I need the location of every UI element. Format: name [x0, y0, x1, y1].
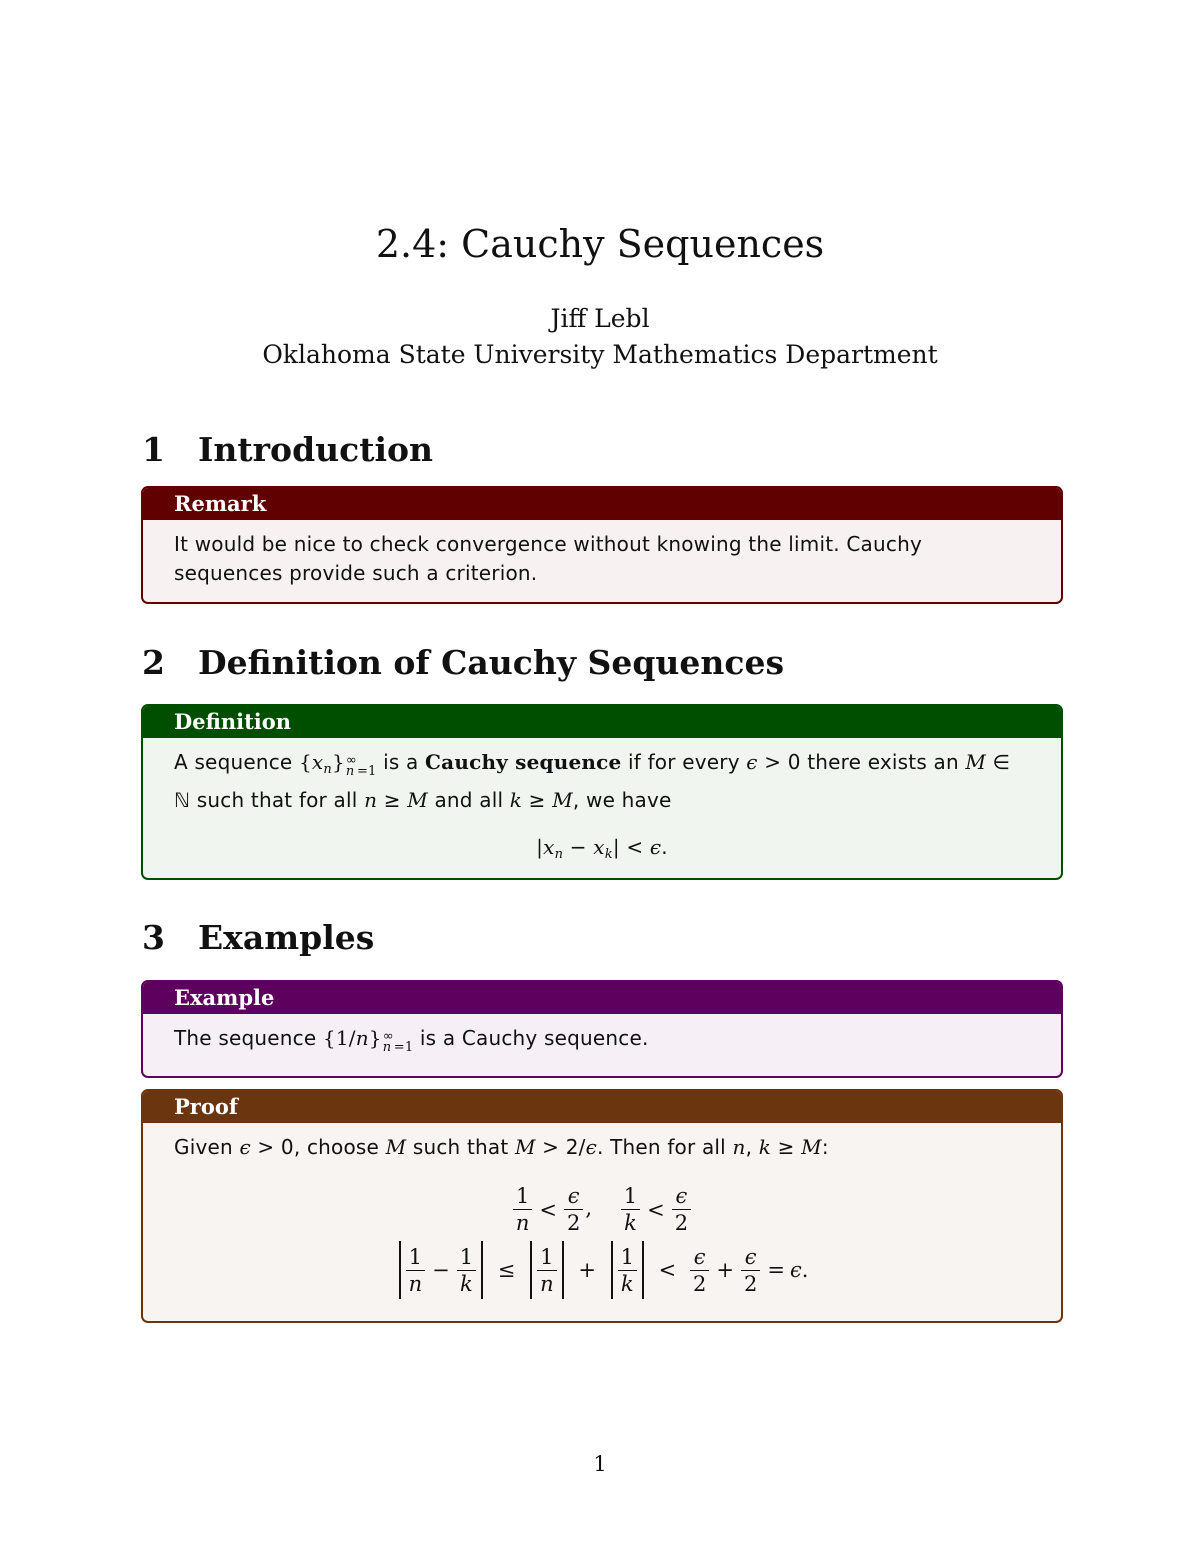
example-box [141, 980, 1063, 1078]
section-number: 2 [142, 643, 165, 682]
section-heading-examples [142, 918, 374, 957]
section-heading-definition [142, 643, 784, 682]
definition-text: A sequence $\{x_n\}$ ∞ n $_{=1}$ is a Cauchy sequence if for every ϵ > 0 there exists an M ∈ ℕ such that for all n ≥ M and all k ≥ M, we have $|x_n - x_k| < \epsilon$. [143, 738, 1061, 869]
remark-text: It would be nice to check convergence without knowing the limit. Cauchy sequences provide such a criterion. [174, 532, 922, 585]
page-number: 1 [593, 1452, 607, 1476]
section-title: Examples [198, 918, 375, 957]
section-title: Introduction [198, 430, 434, 469]
proof-label: Proof [143, 1091, 1061, 1123]
author-affiliation: Oklahoma State University Mathematics Department [262, 340, 938, 369]
definition-term: Cauchy sequence [425, 750, 622, 774]
remark-label: Remark [143, 488, 1061, 520]
section-title: Definition of Cauchy Sequences [198, 643, 785, 682]
example-label: Example [143, 982, 1061, 1014]
proof-formula-line-1: $\frac{1}{n}$ < $\frac{\epsilon}{2}$ , $\frac{1}{k}$ < $\frac{\epsilon}{2}$ [143, 1183, 1061, 1236]
section-number: 3 [142, 918, 165, 957]
example-text: The sequence {1/n} ∞ n $_{=1}$ is a Cauchy sequence. [174, 1026, 649, 1055]
definition-label: Definition [143, 706, 1061, 738]
remark-box [141, 486, 1063, 604]
definition-box [141, 704, 1063, 880]
proof-box [141, 1089, 1063, 1323]
proof-formula-line-2: $\frac{1}{n}$ − $\frac{1}{k}$ ≤ $\frac{1}{n}$ + $\frac{1}{k}$ < $\frac{\epsilon}{2}$ + $\frac{\epsilon}{2}$ = ϵ. [143, 1241, 1061, 1299]
section-heading-introduction [142, 430, 433, 469]
cauchy-condition-formula: $|x_n - x_k| < \epsilon$. [536, 835, 668, 862]
author-name: Jiff Lebl [550, 304, 650, 333]
paper-title: 2.4: Cauchy Sequences [375, 222, 825, 266]
section-number: 1 [142, 430, 165, 469]
proof-text: Given ϵ > 0, choose M such that M > 2/ϵ. Then for all n, k ≥ M: [174, 1135, 829, 1159]
